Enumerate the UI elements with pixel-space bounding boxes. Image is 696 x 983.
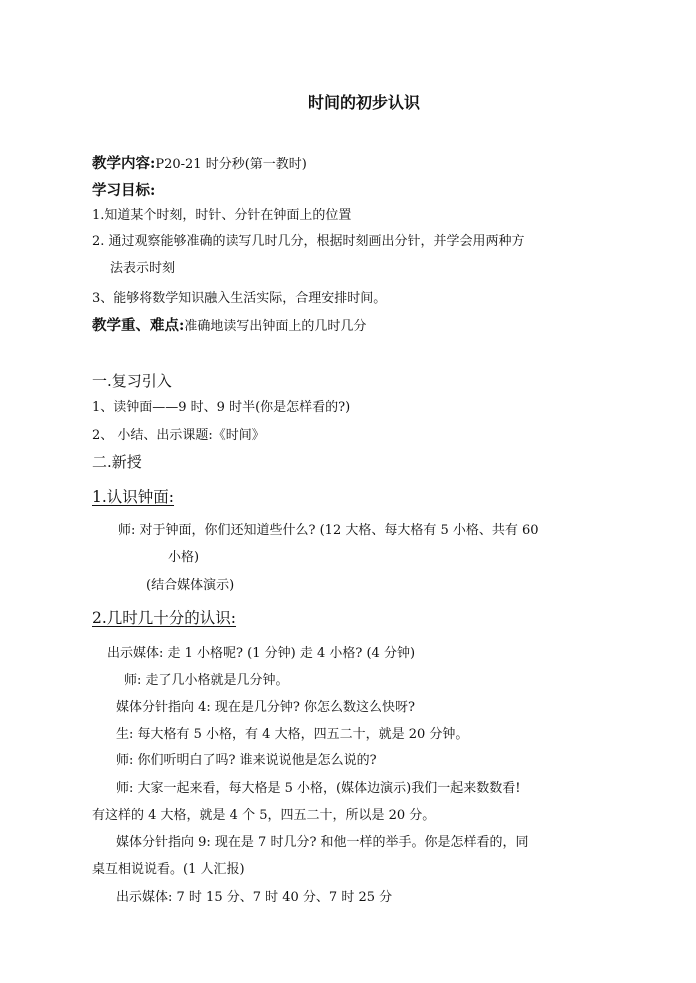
- content-text: P20-21 时分秒(第一教时): [155, 157, 307, 172]
- section-new-heading: 二.新授: [92, 453, 142, 471]
- key-points-line: [92, 317, 366, 336]
- clock-line-2: 小格): [168, 550, 200, 565]
- content-label: 教学内容:: [92, 155, 156, 172]
- goals-heading: 学习目标:: [92, 182, 156, 199]
- goal-3: 3、能够将数学知识融入生活实际，合理安排时间。: [92, 291, 387, 306]
- subsection-minutes: 2.几时几十分的认识:: [92, 609, 237, 627]
- minute-line-4: 生: 每大格有 5 小格，有 4 大格，四五二十，就是 20 分钟。: [116, 727, 469, 742]
- goal-1: 1.知道某个时刻，时针、分针在钟面上的位置: [92, 208, 352, 223]
- goal-2-cont: 法表示时刻: [110, 261, 176, 276]
- minute-line-6: 师: 大家一起来看，每大格是 5 小格，(媒体边演示)我们一起来数数看!: [116, 781, 521, 796]
- clock-line-1: 师: 对于钟面，你们还知道些什么? (12 大格、每大格有 5 小格、共有 60: [118, 523, 539, 538]
- subsection-clock-face: 1.认识钟面:: [92, 488, 175, 506]
- section-review-heading: 一.复习引入: [92, 372, 172, 390]
- minute-line-9: 桌互相说说看。(1 人汇报): [92, 862, 245, 877]
- review-1: 1、读钟面——9 时、9 时半(你是怎样看的?): [92, 400, 351, 415]
- minute-line-10: 出示媒体: 7 时 15 分、7 时 40 分、7 时 25 分: [116, 890, 393, 905]
- minute-line-1: 出示媒体: 走 1 小格呢? (1 分钟) 走 4 小格? (4 分钟): [107, 646, 416, 661]
- minute-line-5: 师: 你们听明白了吗? 谁来说说他是怎么说的?: [116, 753, 377, 768]
- key-label: 教学重、难点:: [92, 317, 185, 334]
- clock-line-3: (结合媒体演示): [146, 578, 235, 593]
- goal-2: 2. 通过观察能够准确的读写几时几分，根据时刻画出分针，并学会用两种方: [92, 234, 525, 249]
- minute-line-7: 有这样的 4 大格，就是 4 个 5，四五二十，所以是 20 分。: [92, 808, 436, 823]
- page-title: 时间的初步认识: [308, 93, 421, 112]
- minute-line-2: 师: 走了几小格就是几分钟。: [124, 673, 289, 688]
- key-text: 准确地读写出钟面上的几时几分: [184, 319, 367, 334]
- content-line: [92, 155, 307, 174]
- review-2: 2、 小结、出示课题:《时间》: [92, 428, 265, 443]
- minute-line-8: 媒体分针指向 9: 现在是 7 时几分? 和他一样的举手。你是怎样看的，同: [116, 835, 529, 850]
- minute-line-3: 媒体分针指向 4: 现在是几分钟? 你怎么数这么快呀?: [116, 700, 415, 715]
